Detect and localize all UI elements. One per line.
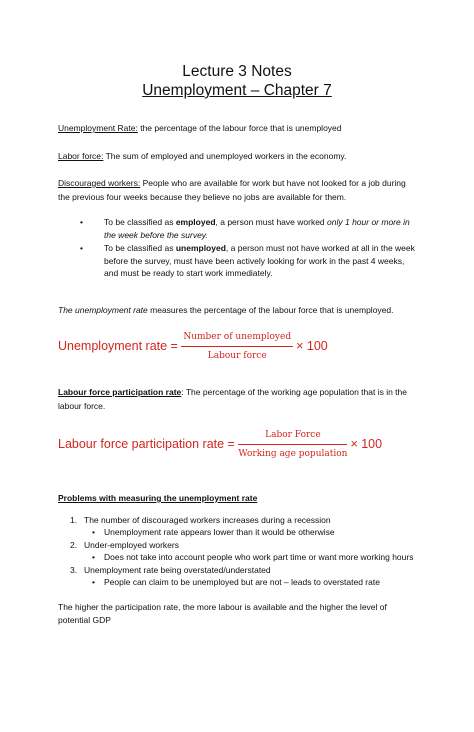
problem-subpoint-list xyxy=(58,576,416,589)
bullet-text: , a person must have worked xyxy=(215,217,328,227)
problem-row xyxy=(58,539,416,552)
lfpr-definition xyxy=(58,386,416,413)
problem-number: 3. xyxy=(70,564,78,575)
closing-paragraph: The higher the participation rate, the more labour is available and the higher the level of potential GDP xyxy=(58,601,387,625)
formula-denominator: Working age population xyxy=(238,449,348,459)
problem-text: The number of discouraged workers increases during a recession xyxy=(84,514,331,525)
problem-subpoint xyxy=(58,551,416,564)
problem-subpoint-text: Does not take into account people who work part time or want more working hours xyxy=(104,552,414,562)
bullet-glyph: • xyxy=(92,577,95,587)
definition-text: the percentage of the labour force that is unemployed xyxy=(137,123,342,133)
definition-unemployment-rate xyxy=(58,122,416,136)
lfpr-text: : The percentage of the working age population that is in the labour force. xyxy=(58,387,408,411)
formula-left: Unemployment rate = xyxy=(58,338,178,353)
problem-subpoint-text: People can claim to be unemployed but are not – leads to overstated rate xyxy=(104,577,380,587)
formula-denominator: Labour force xyxy=(207,351,267,361)
problem-subpoint-text: Unemployment rate appears lower than it would be otherwise xyxy=(104,527,335,537)
problem-row xyxy=(58,514,416,527)
measure-sentence xyxy=(58,304,416,318)
formula-multiplier: × 100 xyxy=(350,436,383,451)
bullet-text: To be classified as xyxy=(104,243,176,253)
problem-number: 1. xyxy=(70,514,78,525)
problem-item xyxy=(58,539,416,552)
problem-number: 2. xyxy=(70,539,78,550)
lecture-title: Lecture 3 Notes xyxy=(182,63,292,80)
list-item xyxy=(58,242,416,280)
formula-numerator: Number of unemployed xyxy=(181,329,293,347)
definition-discouraged-workers xyxy=(58,177,416,204)
formula-multiplier: × 100 xyxy=(296,338,328,353)
document-page xyxy=(0,62,474,732)
bullet-glyph: • xyxy=(80,217,83,227)
bullet-italic: only 1 hour or more in the week before the survey. xyxy=(104,217,410,240)
classification-list xyxy=(58,216,416,280)
bullet-emphasis: unemployed xyxy=(175,243,226,253)
problem-subpoint xyxy=(58,576,416,589)
problems-heading xyxy=(58,492,416,506)
bullet-text: To be classified as xyxy=(104,217,176,227)
definition-label: Unemployment Rate: xyxy=(58,123,138,133)
definition-label: Discouraged workers: xyxy=(58,178,141,188)
definition-text: People who are available for work but have not looked for a job during the previous four weeks because they believe no jobs are available for them. xyxy=(58,178,406,202)
problem-text: Unemployment rate being overstated/understated xyxy=(84,564,271,575)
definition-text: The sum of employed and unemployed workers in the economy. xyxy=(103,150,347,161)
chapter-title: Unemployment – Chapter 7 xyxy=(142,82,332,99)
list-item xyxy=(58,216,416,241)
problem-subpoint-list xyxy=(58,551,416,564)
bullet-text: , a person must not have worked at all in the week before the survey, must have been actively looking for work in the past 4 weeks, and must be ready to start work immediately. xyxy=(104,243,415,278)
problem-item xyxy=(58,564,416,577)
unemployment-rate-formula xyxy=(58,329,416,364)
problem-text: Under-employed workers xyxy=(84,539,179,550)
problem-subpoint-list xyxy=(58,526,416,539)
problems-list xyxy=(58,514,416,589)
formula-numerator: Labor Force xyxy=(238,427,347,445)
problems-heading-text: Problems with measuring the unemployment rate xyxy=(58,493,258,503)
measure-italic: The unemployment rate xyxy=(58,304,148,315)
problem-item xyxy=(58,514,416,527)
formula-fraction xyxy=(181,329,293,364)
bullet-glyph: • xyxy=(92,552,95,562)
definition-label: Labor force: xyxy=(58,150,104,161)
bullet-glyph: • xyxy=(80,243,83,253)
bullet-emphasis: employed xyxy=(175,217,216,227)
problem-row xyxy=(58,564,416,577)
formula-fraction xyxy=(238,427,347,462)
problem-subpoint xyxy=(58,526,416,539)
bullet-glyph: • xyxy=(92,527,95,537)
definition-labor-force xyxy=(58,150,416,164)
measure-text: measures the percentage of the labour force that is unemployed. xyxy=(147,304,394,315)
lfpr-label: Labour force participation rate xyxy=(58,387,182,397)
formula-left: Labour force participation rate = xyxy=(58,436,235,451)
participation-rate-formula xyxy=(58,427,416,462)
